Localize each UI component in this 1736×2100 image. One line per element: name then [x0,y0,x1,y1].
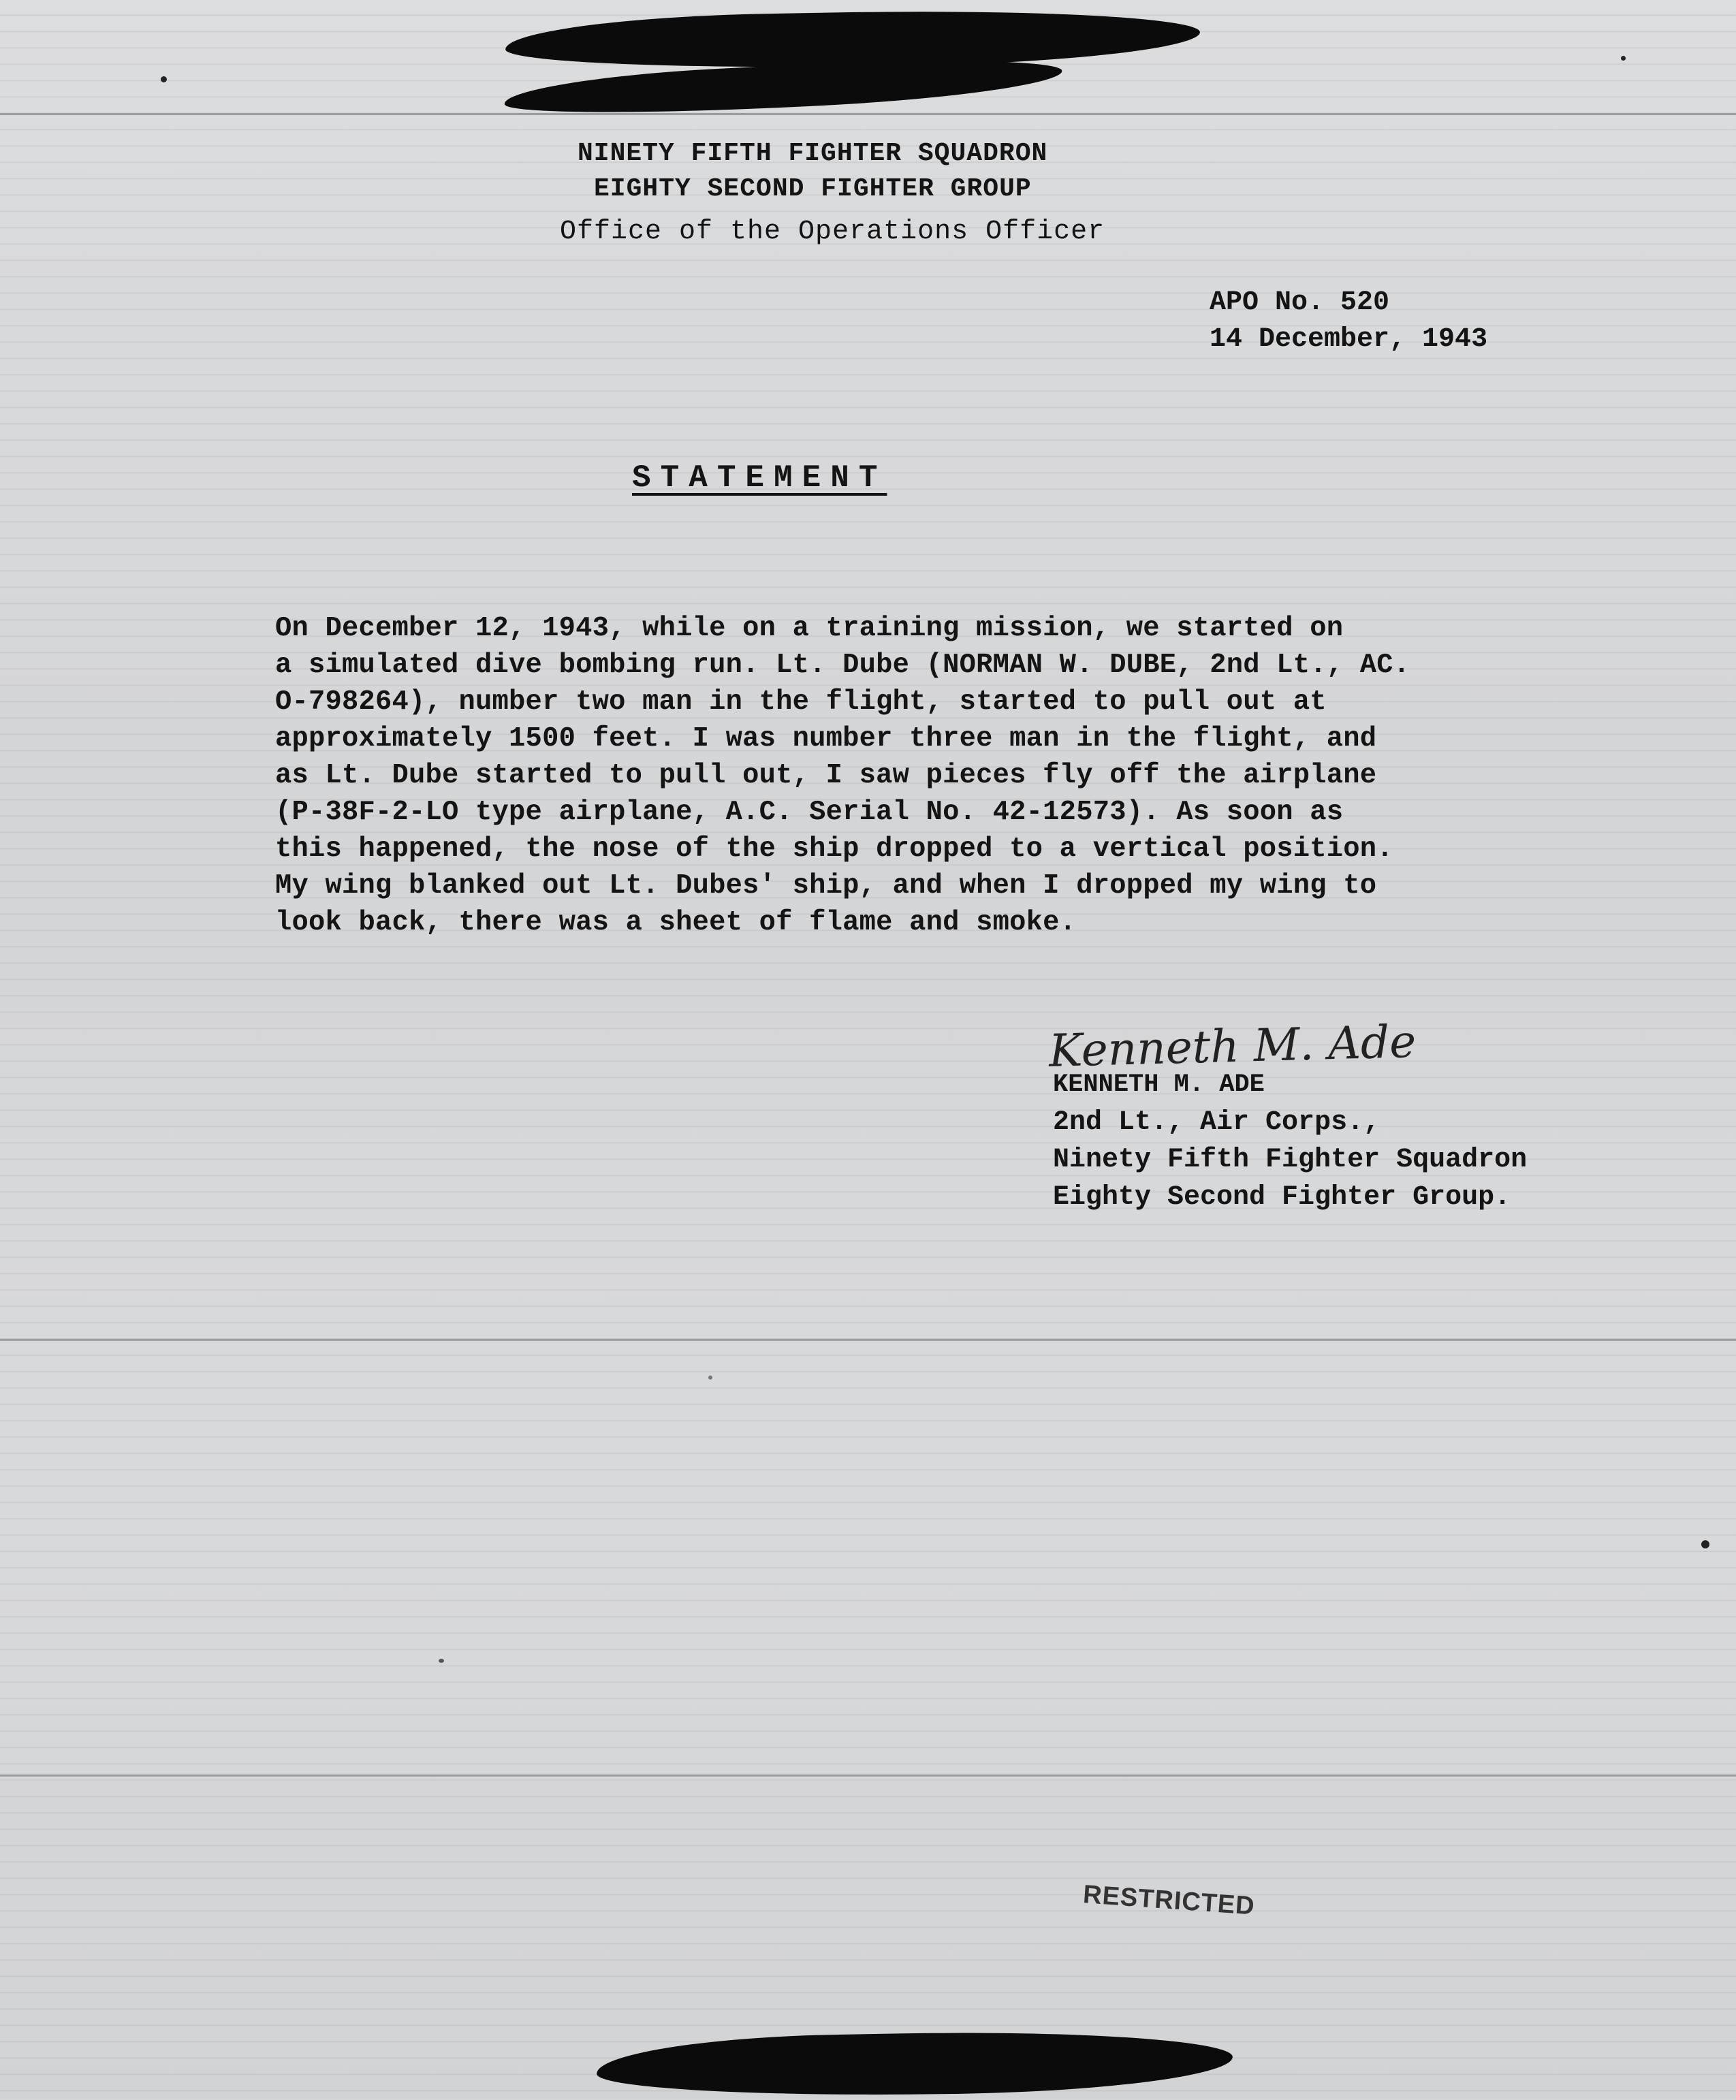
body-line: a simulated dive bombing run. Lt. Dube (NORMAN W. DUBE, 2nd Lt., AC. [275,650,1410,681]
paper-rule [0,1775,1736,1777]
signer-name: KENNETH M. ADE [1053,1070,1265,1099]
body-line: O-798264), number two man in the flight, started to pull out at [275,686,1327,718]
paper-rule [0,1339,1736,1341]
handwritten-signature: Kenneth M. Ade [1048,1015,1417,1078]
squadron-heading: NINETY FIFTH FIGHTER SQUADRON [578,139,1048,168]
restricted-stamp: RESTRICTED [1082,1880,1256,1921]
body-line: as Lt. Dube started to pull out, I saw pieces fly off the airplane [275,760,1377,791]
apo-number: APO No. 520 [1210,287,1390,318]
signature-block [1053,1066,1527,1216]
paper-speck [1701,1540,1709,1548]
group-heading: EIGHTY SECOND FIGHTER GROUP [594,174,1032,204]
signer-unit: Ninety Fifth Fighter Squadron [1053,1145,1528,1175]
signer-group: Eighty Second Fighter Group. [1053,1182,1511,1213]
document-date: 14 December, 1943 [1210,324,1488,355]
paper-speck [439,1659,444,1663]
bottom-redaction [596,2028,1233,2100]
signer-rank: 2nd Lt., Air Corps., [1053,1107,1380,1138]
body-line: On December 12, 1943, while on a training mission, we started on [275,613,1344,644]
body-line: My wing blanked out Lt. Dubes' ship, and when I dropped my wing to [275,870,1377,902]
paper-speck [708,1375,712,1380]
body-line: this happened, the nose of the ship dropped to a vertical position. [275,833,1393,865]
office-heading: Office of the Operations Officer [560,217,1105,247]
paper-speck [161,76,167,82]
body-line: approximately 1500 feet. I was number three man in the flight, and [275,723,1377,754]
body-line: (P-38F-2-LO type airplane, A.C. Serial No. 42-12573). As soon as [275,797,1344,828]
reference-block [1210,285,1487,358]
paper-speck [1621,56,1626,61]
paper-rule [0,113,1736,115]
document-title: STATEMENT [632,460,887,496]
body-line: look back, there was a sheet of flame and smoke. [275,907,1077,938]
statement-body [275,610,1535,941]
